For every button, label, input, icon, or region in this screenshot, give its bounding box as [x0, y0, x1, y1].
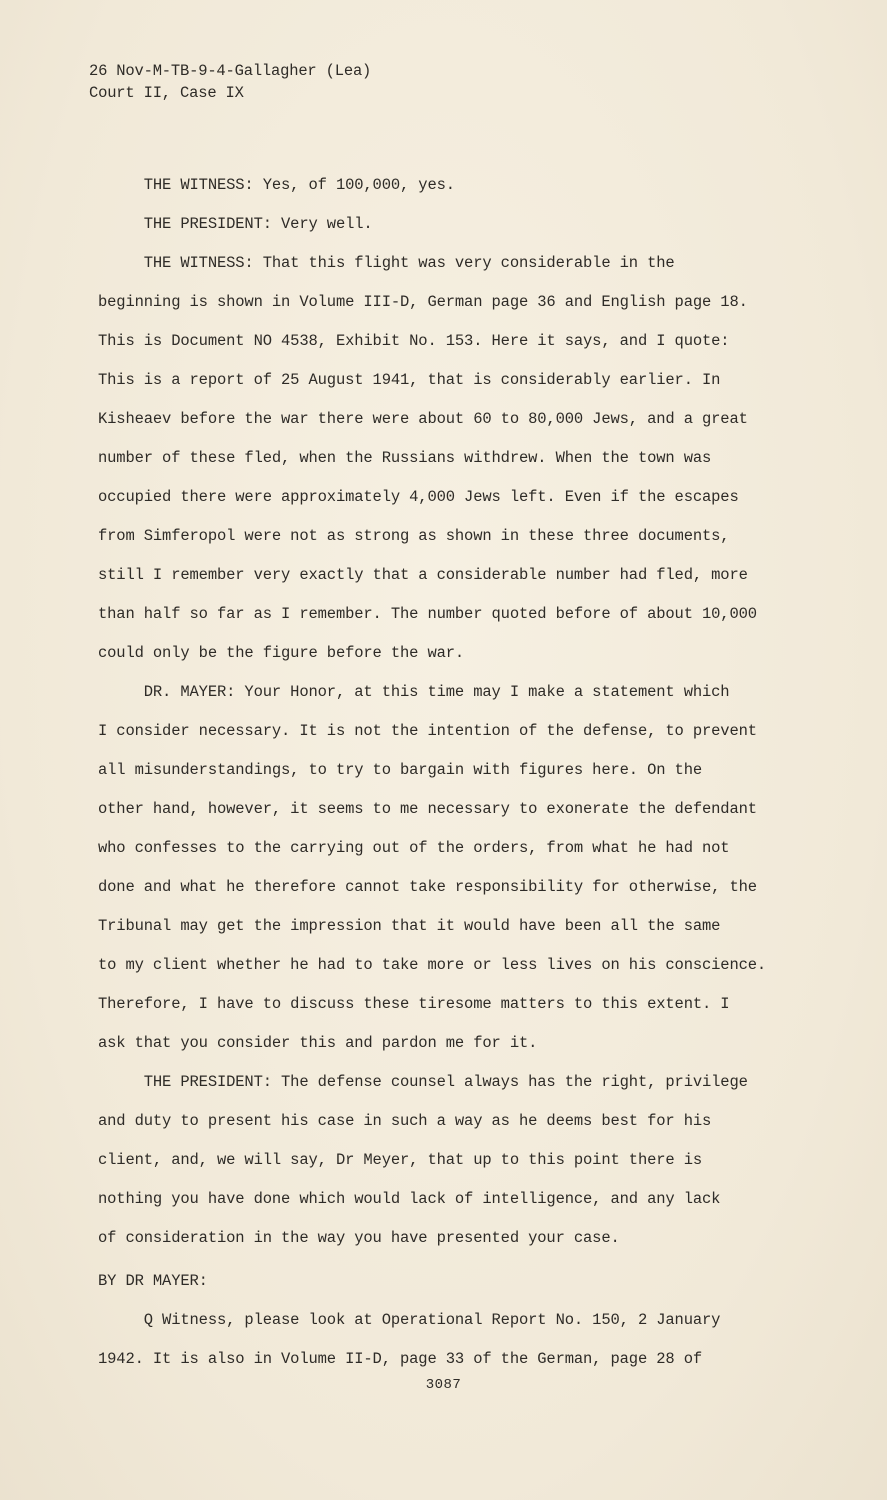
transcript-line: THE PRESIDENT: The defense counsel always has the right, privilege [98, 1073, 748, 1091]
transcript-line: all misunderstandings, to try to bargain with figures here. On the [98, 761, 703, 779]
transcript-line: and duty to present his case in such a way as he deems best for his [98, 1112, 712, 1130]
transcript-line: BY DR MAYER: [98, 1272, 208, 1290]
transcript-line: who confesses to the carrying out of the orders, from what he had not [98, 839, 730, 857]
transcript-line: number of these fled, when the Russians withdrew. When the town was [98, 449, 712, 467]
transcript-line: THE WITNESS: Yes, of 100,000, yes. [98, 176, 455, 194]
transcript-line: This is Document NO 4538, Exhibit No. 153. Here it says, and I quote: [98, 332, 730, 350]
page-number: 3087 [425, 1377, 462, 1393]
transcript-line: THE WITNESS: That this flight was very considerable in the [98, 254, 675, 272]
transcript-line: Tribunal may get the impression that it would have been all the same [98, 917, 721, 935]
transcript-line: nothing you have done which would lack of intelligence, and any lack [98, 1190, 721, 1208]
transcript-line: beginning is shown in Volume III-D, German page 36 and English page 18. [98, 293, 748, 311]
transcript-line: DR. MAYER: Your Honor, at this time may I make a statement which [98, 683, 730, 701]
transcript-line: I consider necessary. It is not the intention of the defense, to prevent [98, 722, 757, 740]
header-session-line: 26 Nov-M-TB-9-4-Gallagher (Lea) [89, 62, 372, 80]
transcript-line: occupied there were approximately 4,000 Jews left. Even if the escapes [98, 488, 739, 506]
transcript-line: Q Witness, please look at Operational Report No. 150, 2 January [98, 1311, 721, 1329]
transcript-line: Kisheaev before the war there were about 60 to 80,000 Jews, and a great [98, 410, 748, 428]
transcript-line: could only be the figure before the war. [98, 644, 465, 662]
transcript-line: than half so far as I remember. The number quoted before of about 10,000 [98, 605, 757, 623]
document-header [89, 60, 371, 104]
transcript-line: still I remember very exactly that a considerable number had fled, more [98, 566, 748, 584]
transcript-line: from Simferopol were not as strong as shown in these three documents, [98, 527, 730, 545]
transcript-line: Therefore, I have to discuss these tiresome matters to this extent. I [98, 995, 730, 1013]
transcript-line: to my client whether he had to take more or less lives on his conscience. [98, 956, 767, 974]
transcript-line: THE PRESIDENT: Very well. [98, 215, 373, 233]
transcript-line: client, and, we will say, Dr Meyer, that up to this point there is [98, 1151, 703, 1169]
transcript-line: This is a report of 25 August 1941, that is considerably earlier. In [98, 371, 721, 389]
header-court-line: Court II, Case IX [89, 84, 244, 102]
transcript-line: done and what he therefore cannot take responsibility for otherwise, the [98, 878, 757, 896]
transcript-line: 1942. It is also in Volume II-D, page 33 of the German, page 28 of [98, 1350, 703, 1368]
transcript-line: of consideration in the way you have presented your case. [98, 1229, 620, 1247]
transcript-line: ask that you consider this and pardon me for it. [98, 1034, 538, 1052]
transcript-line: other hand, however, it seems to me necessary to exonerate the defendant [98, 800, 757, 818]
